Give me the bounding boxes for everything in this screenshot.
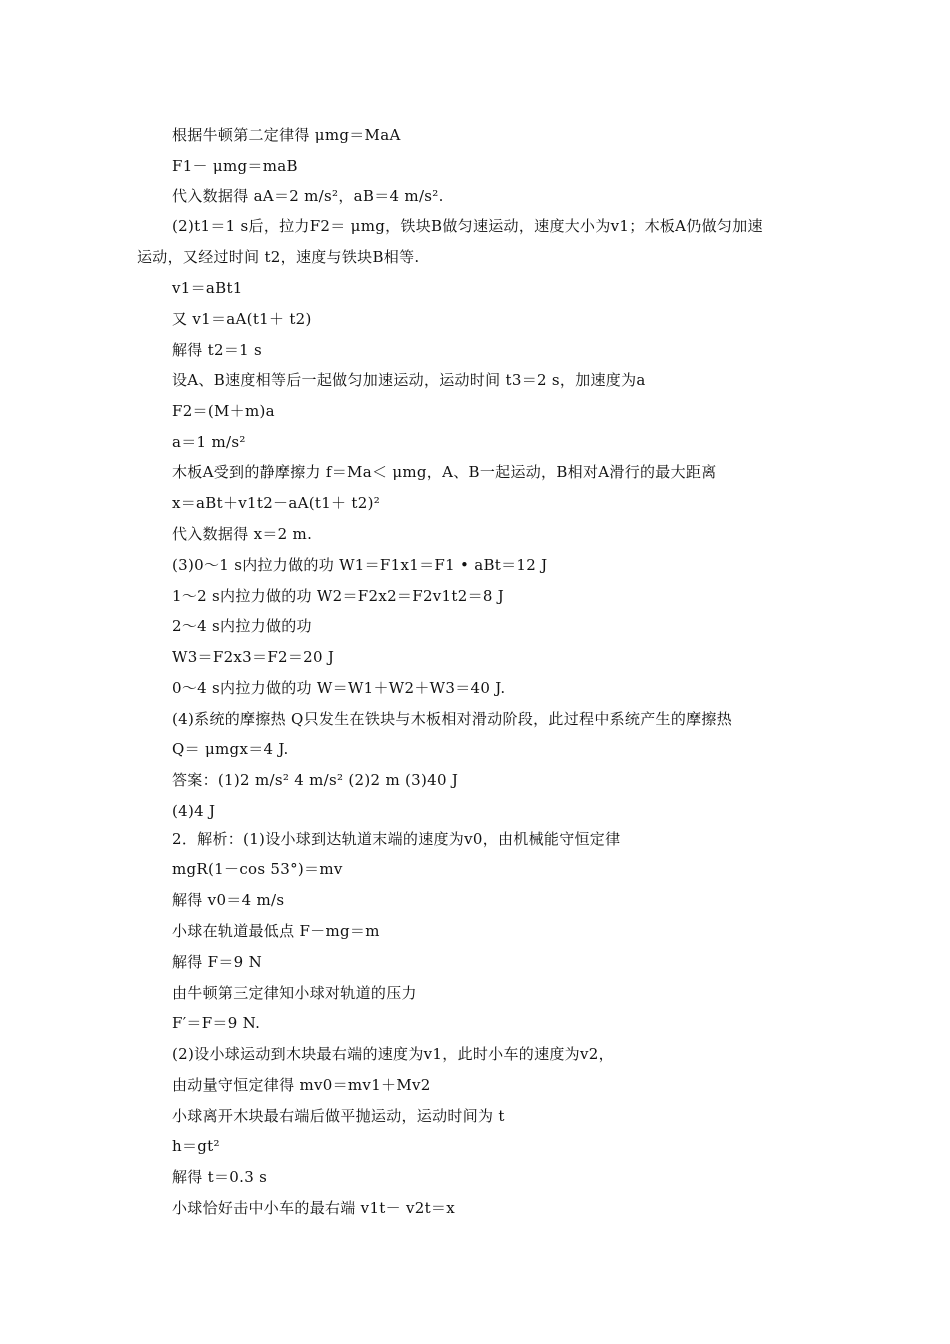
text-line: 代入数据得 x＝2 m. xyxy=(172,525,313,543)
text-line: 设A、B速度相等后一起做匀加速运动，运动时间 t3＝2 s，加速度为a xyxy=(172,371,646,389)
text-line: mgR(1－cos 53°)＝mv xyxy=(172,860,343,878)
text-line: 小球离开木块最右端后做平抛运动，运动时间为 t xyxy=(172,1107,505,1125)
text-line: 答案：(1)2 m/s² 4 m/s² (2)2 m (3)40 J xyxy=(172,771,459,789)
text-line: 小球恰好击中小车的最右端 v1t－ v2t＝x xyxy=(172,1199,455,1217)
text-line: h＝gt² xyxy=(172,1137,220,1155)
text-line: 代入数据得 aA＝2 m/s²，aB＝4 m/s². xyxy=(172,187,444,205)
text-line: W3＝F2x3＝F2＝20 J xyxy=(172,648,335,666)
text-line: F1－ μmg＝maB xyxy=(172,157,298,175)
text-line: F′＝F＝9 N. xyxy=(172,1014,261,1032)
text-line: 解得 t2＝1 s xyxy=(172,341,263,359)
text-line: 1～2 s内拉力做的功 W2＝F2x2＝F2v1t2＝8 J xyxy=(172,587,505,605)
text-line: (2)设小球运动到木块最右端的速度为v1，此时小车的速度为v2， xyxy=(172,1045,614,1063)
text-line: (3)0～1 s内拉力做的功 W1＝F1x1＝F1 • aBt＝12 J xyxy=(172,556,548,574)
text-line: F2＝(M＋m)a xyxy=(172,402,275,420)
text-line: 0～4 s内拉力做的功 W＝W1＋W2＋W3＝40 J. xyxy=(172,679,506,697)
text-line: a＝1 m/s² xyxy=(172,433,246,451)
text-line: v1＝aBt1 xyxy=(172,279,243,297)
text-line: 根据牛顿第二定律得 μmg＝MaA xyxy=(172,126,401,144)
text-line: 由牛顿第三定律知小球对轨道的压力 xyxy=(172,984,417,1002)
text-line: 2～4 s内拉力做的功 xyxy=(172,617,312,635)
text-line: x＝aBt＋v1t2－aA(t1＋ t2)² xyxy=(172,494,381,512)
text-line: (4)4 J xyxy=(172,802,216,820)
text-line: 2．解析：(1)设小球到达轨道末端的速度为v0，由机械能守恒定律 xyxy=(172,830,621,848)
text-line: 由动量守恒定律得 mv0＝mv1＋Mv2 xyxy=(172,1076,431,1094)
text-line: 运动，又经过时间 t2，速度与铁块B相等. xyxy=(137,248,420,266)
text-line: Q＝ μmgx＝4 J. xyxy=(172,740,289,758)
text-line: 解得 t＝0.3 s xyxy=(172,1168,268,1186)
text-line: 木板A受到的静摩擦力 f＝Ma＜ μmg，A、B一起运动，B相对A滑行的最大距离 xyxy=(172,463,717,481)
text-line: (2)t1＝1 s后，拉力F2＝ μmg，铁块B做匀速运动，速度大小为v1；木板A仍做匀加速 xyxy=(172,217,763,235)
text-line: 解得 F＝9 N xyxy=(172,953,263,971)
text-line: (4)系统的摩擦热 Q只发生在铁块与木板相对滑动阶段，此过程中系统产生的摩擦热 xyxy=(172,710,733,728)
text-line: 解得 v0＝4 m/s xyxy=(172,891,285,909)
text-line: 小球在轨道最低点 F－mg＝m xyxy=(172,922,380,940)
text-line: 又 v1＝aA(t1＋ t2) xyxy=(172,310,312,328)
